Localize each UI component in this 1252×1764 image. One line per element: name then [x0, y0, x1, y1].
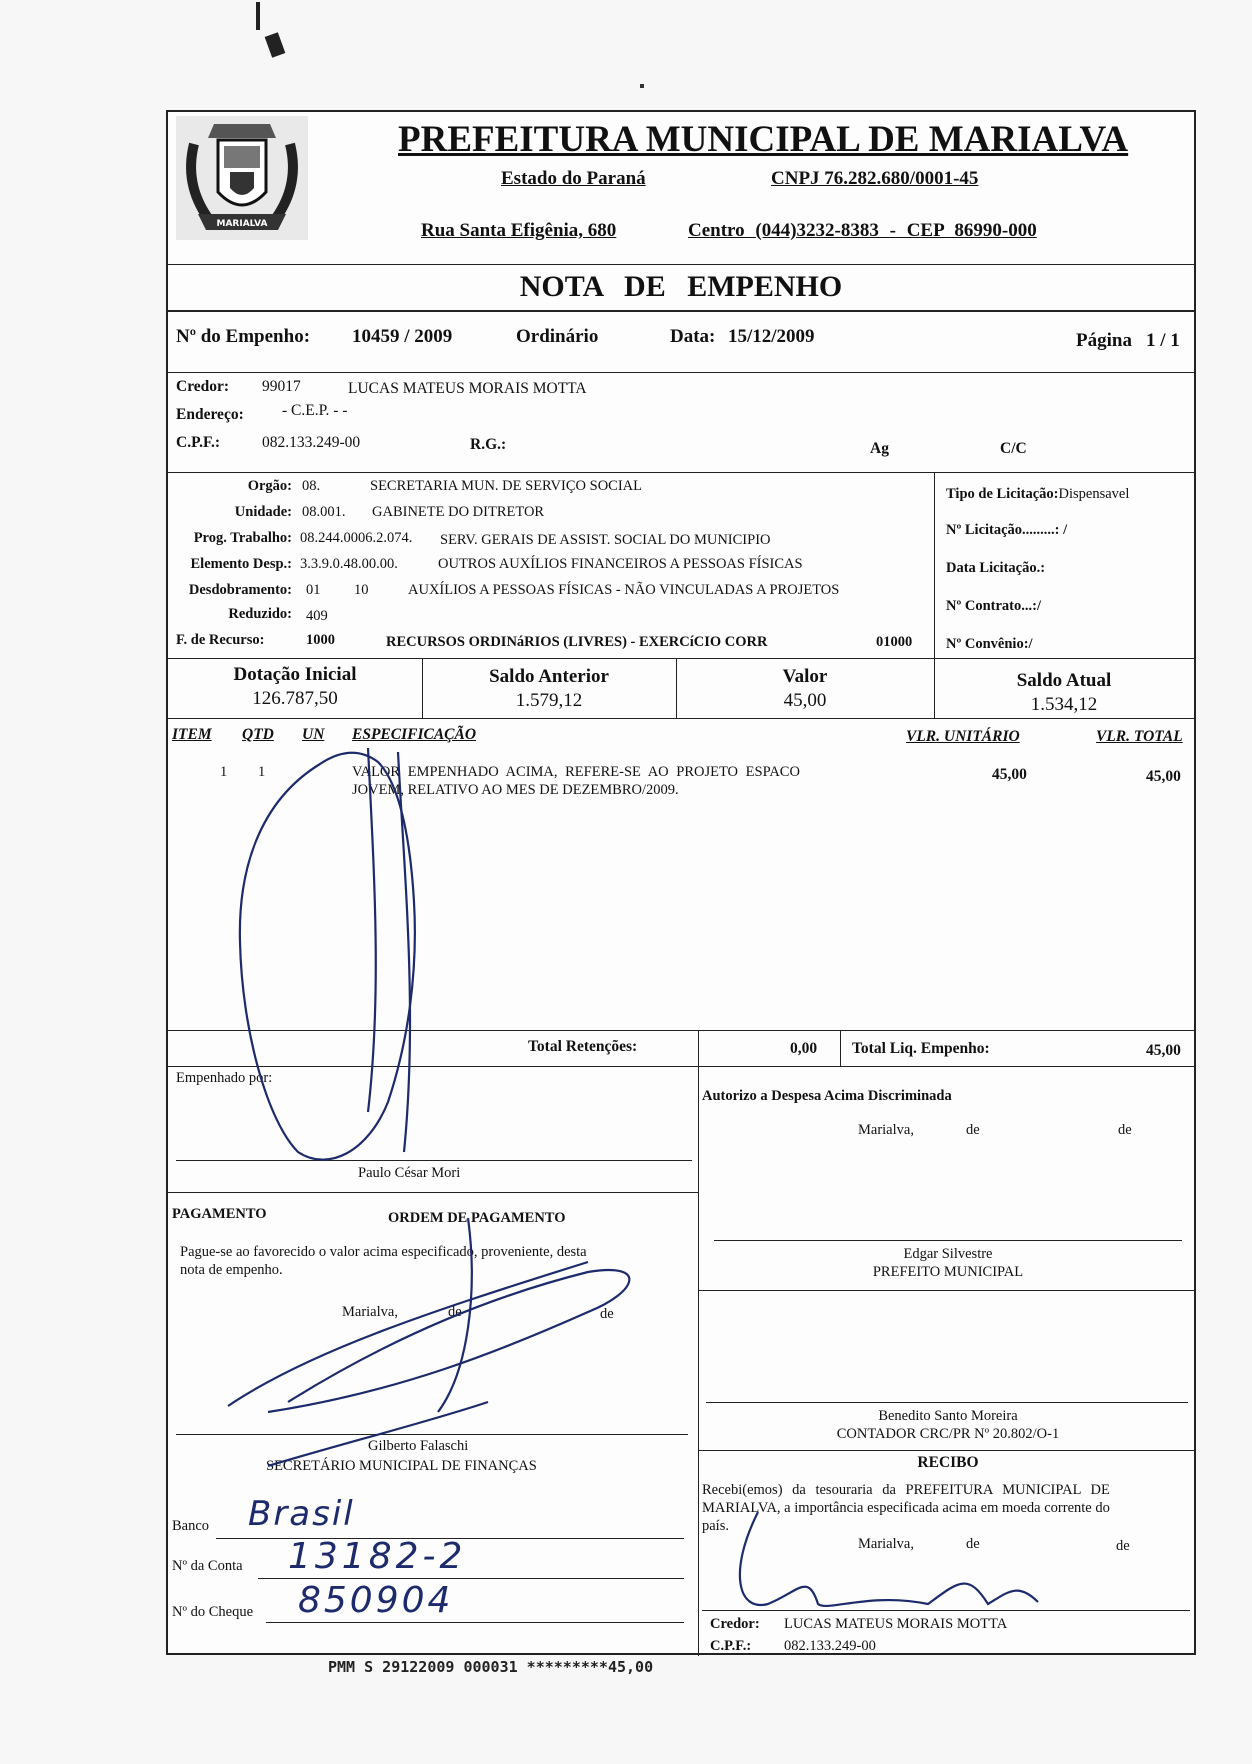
pagamento-de1: de — [448, 1304, 462, 1320]
numero-licitacao: Nº Licitação.........: / — [946, 522, 1068, 538]
unidade-code: 08.001. — [302, 504, 346, 520]
recibo-line1: Recebi(emos) da tesouraria da PREFEITURA MUNICIPAL DE — [702, 1482, 1110, 1498]
municipality-title: PREFEITURA MUNICIPAL DE MARIALVA — [398, 119, 1129, 160]
numero-convenio: Nº Convênio:/ — [946, 636, 1033, 652]
address-value: - C.E.P. - - — [282, 402, 348, 419]
numero-contrato: Nº Contrato...:/ — [946, 598, 1041, 614]
divider — [168, 1192, 698, 1193]
recibo-cpf-value: 082.133.249-00 — [784, 1638, 876, 1654]
saldo-anterior-value: 1.579,12 — [515, 690, 583, 711]
recibo-line2: MARIALVA, a importância especificada acima em moeda corrente do — [702, 1500, 1110, 1516]
cnpj-label: CNPJ 76.282.680/0001-45 — [771, 168, 979, 189]
scan-speck — [256, 2, 260, 30]
empenhado-name: Paulo César Mori — [358, 1165, 461, 1181]
desdobramento-label: Desdobramento: — [188, 582, 292, 598]
ink-signature-loop — [240, 753, 415, 1160]
scan-speck — [640, 84, 644, 88]
saldo-atual-label: Saldo Atual — [1016, 670, 1112, 691]
pagamento-label: PAGAMENTO — [172, 1206, 267, 1222]
prefeito-role: PREFEITO MUNICIPAL — [872, 1264, 1024, 1280]
empenho-number-label: Nº do Empenho: — [176, 326, 311, 347]
elemento-code: 3.3.9.0.48.00.00. — [300, 556, 398, 572]
cheque-line — [266, 1622, 684, 1623]
cpf-label: C.P.F.: — [176, 434, 221, 451]
signature-line — [706, 1402, 1188, 1403]
divider — [840, 1030, 841, 1066]
divider — [698, 1290, 1194, 1291]
autorizo-de1: de — [966, 1122, 980, 1138]
date-label: Data: — [670, 326, 716, 347]
secretario-name: Gilberto Falaschi — [368, 1438, 469, 1454]
coat-of-arms-icon — [174, 114, 310, 242]
orgao-name: SECRETARIA MUN. DE SERVIÇO SOCIAL — [370, 478, 642, 494]
divider — [168, 264, 1194, 265]
item-spec-line2: JOVEM, RELATIVO AO MES DE DEZEMBRO/2009. — [352, 782, 679, 798]
items-header-un: UN — [302, 726, 325, 743]
dotacao-value: 126.787,50 — [252, 688, 338, 709]
recibo-title: RECIBO — [917, 1454, 979, 1471]
desdobramento-name: AUXÍLIOS A PESSOAS FÍSICAS - NÃO VINCULADAS A PROJETOS — [408, 582, 840, 598]
recibo-city: Marialva, — [858, 1536, 914, 1552]
date-value: 15/12/2009 — [728, 326, 815, 347]
address-label: Endereço: — [176, 406, 244, 423]
recibo-line3: país. — [702, 1518, 729, 1534]
divider — [168, 1066, 1194, 1067]
fonte-code2: 01000 — [876, 634, 913, 650]
ag-label: Ag — [870, 440, 889, 457]
credor-name: LUCAS MATEUS MORAIS MOTTA — [348, 380, 587, 397]
ink-signature-stroke — [228, 1262, 588, 1406]
total-liq-label: Total Liq. Empenho: — [852, 1040, 990, 1057]
dotacao-label: Dotação Inicial — [233, 664, 357, 685]
reduzido-value: 409 — [306, 608, 328, 624]
divider — [168, 658, 1194, 659]
recibo-credor-value: LUCAS MATEUS MORAIS MOTTA — [784, 1616, 1008, 1632]
page-value: 1 / 1 — [1146, 330, 1180, 351]
divider — [168, 472, 1194, 473]
processing-stamp: PMM S 29122009 000031 *********45,00 — [328, 1658, 654, 1676]
prog-name: SERV. GERAIS DE ASSIST. SOCIAL DO MUNICIPIO — [440, 532, 771, 548]
pagamento-city: Marialva, — [342, 1304, 398, 1320]
address-contact: Centro (044)3232-8383 - CEP 86990-000 — [688, 220, 1037, 241]
recibo-de1: de — [966, 1536, 980, 1552]
divider — [934, 472, 935, 658]
tipo-licitacao-label: Tipo de Licitação: — [946, 486, 1059, 502]
fonte-name: RECURSOS ORDINáRIOS (LIVRES) - EXERCíCIO CORR — [386, 634, 768, 650]
valor-value: 45,00 — [783, 690, 827, 711]
ink-signature-stroke — [268, 1270, 629, 1412]
item-number: 1 — [220, 764, 228, 780]
ordem-pagamento-label: ORDEM DE PAGAMENTO — [388, 1210, 566, 1226]
autorizo-city: Marialva, — [858, 1122, 914, 1138]
prog-label: Prog. Trabalho: — [193, 530, 292, 546]
divider — [698, 1030, 699, 1066]
cc-label: C/C — [1000, 440, 1027, 457]
prog-code: 08.244.0006.2.074. — [300, 530, 413, 546]
signature-line — [702, 1610, 1190, 1611]
items-header-unit: VLR. UNITÁRIO — [906, 728, 1020, 745]
cheque-handwritten: 850904 — [298, 1580, 454, 1621]
banco-handwritten: Brasil — [248, 1494, 355, 1534]
credor-label: Credor: — [176, 378, 230, 395]
nota-de-empenho — [166, 110, 1196, 1655]
fonte-label: F. de Recurso: — [176, 632, 265, 648]
ink-signature-stroke — [398, 752, 410, 1152]
empenho-number: 10459 / 2009 — [352, 326, 453, 347]
signature-line — [176, 1160, 692, 1161]
pagamento-text-line2: nota de empenho. — [180, 1262, 283, 1278]
scan-speck — [265, 32, 286, 57]
pagamento-text-line1: Pague-se ao favorecido o valor acima especificado, proveniente, desta — [180, 1244, 587, 1260]
unidade-label: Unidade: — [234, 504, 292, 520]
saldo-anterior-label: Saldo Anterior — [489, 666, 609, 687]
item-spec-line1: VALOR EMPENHADO ACIMA, REFERE-SE AO PROJETO ESPACO — [352, 764, 800, 780]
item-total-value: 45,00 — [1146, 768, 1181, 785]
empenho-kind: Ordinário — [516, 326, 599, 347]
item-unit-value: 45,00 — [992, 766, 1027, 783]
ink-signature-stroke — [368, 748, 376, 1112]
signature-line — [176, 1434, 688, 1435]
contador-name: Benedito Santo Moreira — [878, 1408, 1018, 1424]
divider — [168, 718, 1194, 719]
conta-handwritten: 13182-2 — [288, 1536, 467, 1577]
signature-line — [714, 1240, 1182, 1241]
credor-code: 99017 — [262, 378, 301, 395]
state-label: Estado do Paraná — [501, 168, 646, 189]
conta-line — [258, 1578, 684, 1579]
banco-label: Banco — [172, 1518, 210, 1534]
cheque-label: Nº do Cheque — [172, 1604, 254, 1620]
ink-signature-stroke — [740, 1512, 1038, 1606]
elemento-label: Elemento Desp.: — [190, 556, 292, 572]
recibo-credor-label: Credor: — [710, 1616, 760, 1632]
items-header-item: ITEM — [172, 726, 212, 743]
orgao-label: Orgão: — [247, 478, 292, 494]
valor-label: Valor — [782, 666, 828, 687]
page-label: Página — [1076, 330, 1132, 351]
tipo-licitacao — [946, 486, 1129, 503]
contador-role: CONTADOR CRC/PR Nº 20.802/O-1 — [836, 1426, 1060, 1442]
elemento-name: OUTROS AUXÍLIOS FINANCEIROS A PESSOAS FÍSICAS — [438, 556, 803, 572]
recibo-de2: de — [1116, 1538, 1130, 1554]
rg-label: R.G.: — [470, 436, 507, 453]
recibo-cpf-label: C.P.F.: — [710, 1638, 752, 1654]
saldo-atual-value: 1.534,12 — [1030, 694, 1098, 715]
empenhado-label: Empenhado por: — [176, 1070, 273, 1086]
svg-text:MARIALVA: MARIALVA — [216, 219, 268, 229]
document-type: NOTA DE EMPENHO — [519, 270, 843, 303]
reduzido-label: Reduzido: — [228, 606, 292, 622]
cpf-value: 082.133.249-00 — [262, 434, 361, 451]
autorizo-de2: de — [1118, 1122, 1132, 1138]
divider — [168, 310, 1194, 312]
orgao-code: 08. — [302, 478, 321, 494]
autorizo-label: Autorizo a Despesa Acima Discriminada — [702, 1088, 952, 1104]
secretario-role: SECRETÁRIO MUNICIPAL DE FINANÇAS — [266, 1458, 537, 1474]
pagamento-de2: de — [600, 1306, 614, 1322]
fonte-code: 1000 — [306, 632, 335, 648]
address-street: Rua Santa Efigênia, 680 — [421, 220, 617, 241]
desdobramento-code2: 10 — [354, 582, 369, 598]
divider — [698, 1450, 1194, 1451]
items-header-total: VLR. TOTAL — [1096, 728, 1183, 745]
retencoes-value: 0,00 — [790, 1040, 818, 1057]
divider — [168, 1030, 1194, 1031]
prefeito-name: Edgar Silvestre — [903, 1246, 993, 1262]
tipo-licitacao-value: Dispensavel — [1058, 486, 1130, 502]
retencoes-label: Total Retenções: — [528, 1038, 638, 1055]
unidade-name: GABINETE DO DITRETOR — [372, 504, 545, 520]
item-qtd: 1 — [258, 764, 266, 780]
conta-label: Nº da Conta — [172, 1558, 243, 1574]
desdobramento-code1: 01 — [306, 582, 321, 598]
divider — [168, 372, 1194, 373]
items-header-qtd: QTD — [242, 726, 274, 743]
items-header-spec: ESPECIFICAÇÃO — [352, 726, 477, 743]
data-licitacao: Data Licitação.: — [946, 560, 1046, 576]
total-liq-value: 45,00 — [1146, 1042, 1181, 1059]
divider — [698, 1066, 699, 1656]
